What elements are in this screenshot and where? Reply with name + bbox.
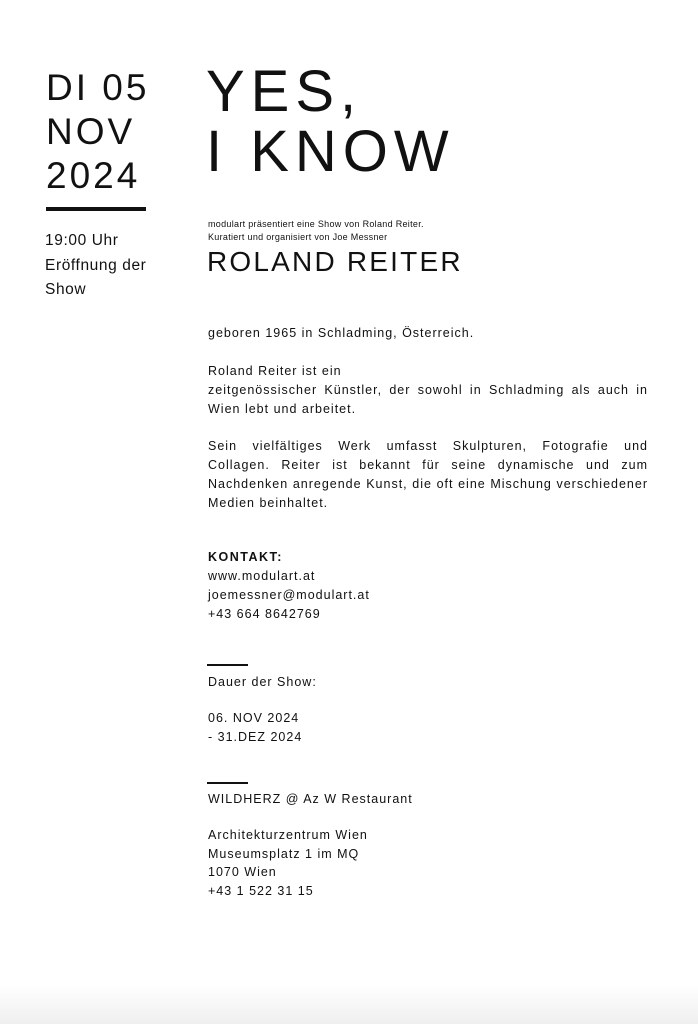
phone-link[interactable]: +43 664 8642769	[208, 607, 321, 621]
show-title	[206, 59, 455, 184]
website-link[interactable]: www.modulart.at	[208, 569, 316, 583]
show-title-line1: YES,	[206, 59, 363, 124]
bio-paragraph-2	[208, 362, 648, 419]
artist-name: ROLAND REITER	[207, 246, 463, 277]
contact-heading: KONTAKT:	[208, 550, 283, 564]
event-date-weekday-day: DI 05	[46, 67, 150, 108]
address-line-3: 1070 Wien	[208, 865, 277, 879]
opening-label-line1: Eröffnung der	[45, 256, 147, 274]
bio-paragraph-3: Sein vielfältiges Werk umfasst Skulpturen, Fotografie und Collagen. Reiter ist bekannt für seine dynamische und zum Nachdenken anregende Kunst, die oft eine Mischung verschiedener Medien beinhaltet.	[208, 439, 648, 510]
opening-label-line2: Show	[45, 281, 87, 298]
intro-line1: modulart präsentiert eine Show von Roland Reiter.	[208, 219, 424, 229]
event-date	[46, 66, 176, 198]
address-line-1: Architekturzentrum Wien	[208, 828, 368, 842]
venue-address	[208, 826, 368, 900]
duration-dates	[208, 709, 302, 746]
address-line-2: Museumsplatz 1 im MQ	[208, 846, 360, 861]
bio-paragraph-2-line1: Roland Reiter ist ein	[208, 364, 342, 378]
venue-phone[interactable]: +43 1 522 31 15	[208, 883, 314, 898]
venue-name: WILDHERZ @ Az W Restaurant	[208, 792, 413, 806]
venue-divider	[207, 782, 248, 784]
page-bottom-shadow	[0, 984, 698, 1024]
bio-paragraph-2-rest: zeitgenössischer Künstler, der sowohl in Schladming als auch in Wien lebt und arbeitet.	[208, 383, 648, 416]
event-date-month: NOV	[46, 111, 136, 152]
duration-divider	[207, 664, 248, 666]
show-title-line2: I KNOW	[206, 119, 455, 184]
intro-text	[208, 218, 424, 244]
intro-line2: Kuratiert und organisiert von Joe Messner	[208, 232, 388, 242]
opening-info	[45, 229, 146, 303]
bio-born: geboren 1965 in Schladming, Österreich.	[208, 326, 475, 340]
duration-end: - 31.DEZ 2024	[208, 729, 303, 744]
event-date-year: 2024	[46, 155, 141, 196]
date-divider	[46, 207, 146, 211]
contact-section	[208, 548, 370, 624]
email-link[interactable]: joemessner@modulart.at	[208, 588, 370, 602]
duration-label: Dauer der Show:	[208, 675, 317, 689]
opening-time: 19:00 Uhr	[45, 232, 119, 249]
duration-start: 06. NOV 2024	[208, 711, 300, 725]
